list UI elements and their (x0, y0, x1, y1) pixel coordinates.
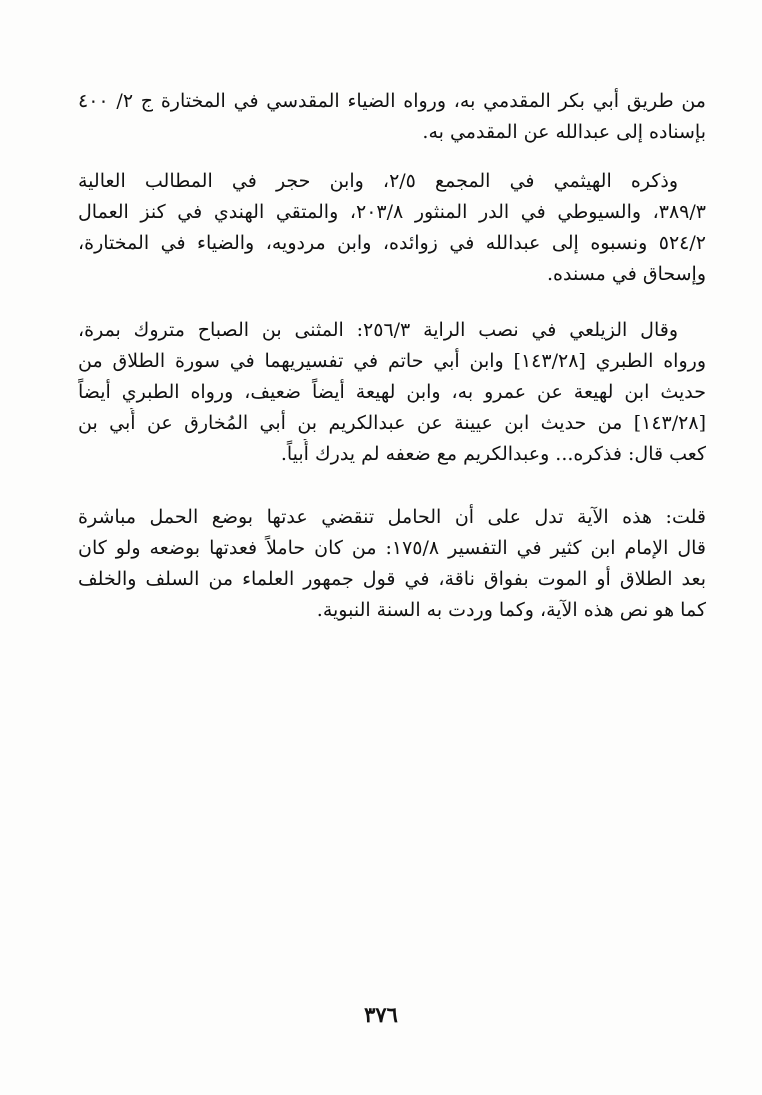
text-line: من طريق أبي بكر المقدمي به، ورواه الضياء المقدسي في المختارة ج ٢/ ٤٠٠ (78, 90, 706, 112)
page-number: ٣٧٦ (364, 1002, 398, 1027)
text-line: وذكره الهيثمي في المجمع ٢/٥، وابن حجر في المطالب العالية (78, 170, 678, 192)
text-line: كعب قال: فذكره... وعبدالكريم مع ضعفه لم يدرك أُبياً. (280, 443, 706, 465)
text-line: ٣٨٩/٣، والسيوطي في الدر المنثور ٢٠٣/٨، والمتقي الهندي في كنز العمال (78, 201, 706, 223)
text-line: وقال الزيلعي في نصب الراية ٢٥٦/٣: المثنى بن الصباح متروك بمرة، (78, 319, 678, 341)
paragraph-3 (78, 315, 706, 470)
text-line: بعد الطلاق أو الموت بفواق ناقة، في قول جمهور العلماء من السلف والخلف (78, 568, 706, 590)
text-line: ورواه الطبري [١٤٣/٢٨] وابن أبي حاتم في تفسيريهما في سورة الطلاق من (78, 350, 706, 372)
text-line: وإسحاق في مسنده. (547, 263, 706, 285)
text-line: حديث ابن لهيعة عن عمرو به، وابن لهيعة أيضاً ضعيف، ورواه الطبري أيضاً (78, 381, 706, 403)
paragraph-2 (78, 166, 706, 290)
paragraph-4 (78, 502, 706, 626)
paragraph-1 (78, 86, 706, 148)
text-line: قلت: هذه الآية تدل على أن الحامل تنقضي عدتها بوضع الحمل مباشرة (78, 506, 706, 528)
text-line: [١٤٣/٢٨] من حديث ابن عيينة عن عبدالكريم بن أبي المُخارق عن أُبي بن (78, 412, 706, 434)
text-line: بإسناده إلى عبدالله عن المقدمي به. (422, 121, 706, 143)
text-line: ٥٢٤/٢ ونسبوه إلى عبدالله في زوائده، وابن مردويه، والضياء في المختارة، (78, 232, 706, 254)
text-line: قال الإمام ابن كثير في التفسير ١٧٥/٨: من كان حاملاً فعدتها بوضعه ولو كان (78, 537, 706, 559)
text-line: كما هو نص هذه الآية، وكما وردت به السنة النبوية. (316, 599, 706, 621)
